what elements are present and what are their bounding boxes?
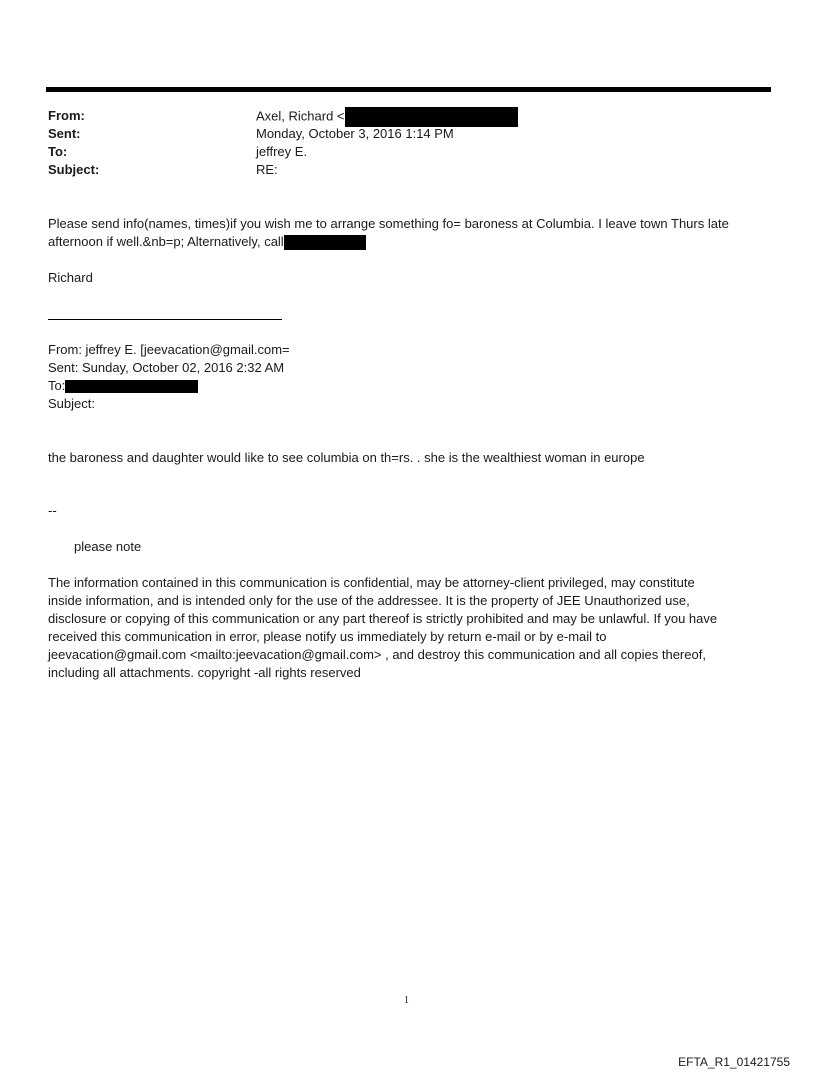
subject-value: RE: xyxy=(256,162,278,177)
quoted-to-row xyxy=(48,377,198,395)
disclaimer-line: including all attachments. copyright -all rights reserved xyxy=(48,665,361,680)
redaction-box xyxy=(65,380,198,393)
quoted-subject: Subject: xyxy=(48,396,95,411)
document-id: EFTA_R1_01421755 xyxy=(678,1055,790,1069)
body-line-2 xyxy=(48,233,366,251)
body-line-2-text: afternoon if well.&nb=p; Alternatively, call xyxy=(48,234,284,249)
signature: Richard xyxy=(48,270,93,285)
subject-label: Subject: xyxy=(48,162,100,177)
from-name: Axel, Richard < xyxy=(256,108,345,124)
header-sent-row xyxy=(48,125,454,143)
quoted-to: To: xyxy=(48,378,66,393)
quoted-from: From: jeffrey E. [jeevacation@gmail.com= xyxy=(48,342,290,357)
quoted-sent: Sent: Sunday, October 02, 2016 2:32 AM xyxy=(48,360,285,375)
header-rule xyxy=(46,87,771,92)
disclaimer-line: The information contained in this communication is confidential, may be attorney-client privileged, may constitute xyxy=(48,575,695,590)
from-value xyxy=(256,107,518,127)
header-to-row xyxy=(48,143,308,161)
to-label: To: xyxy=(48,144,68,159)
sent-label: Sent: xyxy=(48,126,81,141)
to-value: jeffrey E. xyxy=(256,144,308,159)
header-from-row xyxy=(48,107,345,125)
disclaimer-line: inside information, and is intended only for the use of the addressee. It is the property of JEE Unauthorized use, xyxy=(48,593,690,608)
sent-value: Monday, October 3, 2016 1:14 PM xyxy=(256,126,454,141)
redaction-box xyxy=(284,235,366,250)
page-number: 1 xyxy=(404,995,409,1006)
header-subject-row xyxy=(48,161,278,179)
please-note: please note xyxy=(74,539,142,554)
reply-separator xyxy=(48,319,282,320)
disclaimer-line: disclosure or copying of this communication or any part thereof is strictly prohibited and may be unlawful. If you have xyxy=(48,611,718,626)
signature-separator: -- xyxy=(48,503,57,518)
quoted-message: the baroness and daughter would like to see columbia on th=rs. . she is the wealthiest woman in europe xyxy=(48,450,645,465)
disclaimer-line: received this communication in error, please notify us immediately by return e-mail or by e-mail to xyxy=(48,629,607,644)
body-line-1: Please send info(names, times)if you wish me to arrange something fo= baroness at Columbia. I leave town Thurs late xyxy=(48,216,729,231)
from-label: From: xyxy=(48,108,85,123)
redaction-box xyxy=(345,107,518,127)
disclaimer-line: jeevacation@gmail.com <mailto:jeevacation@gmail.com> , and destroy this communication and all copies thereof, xyxy=(48,647,706,662)
